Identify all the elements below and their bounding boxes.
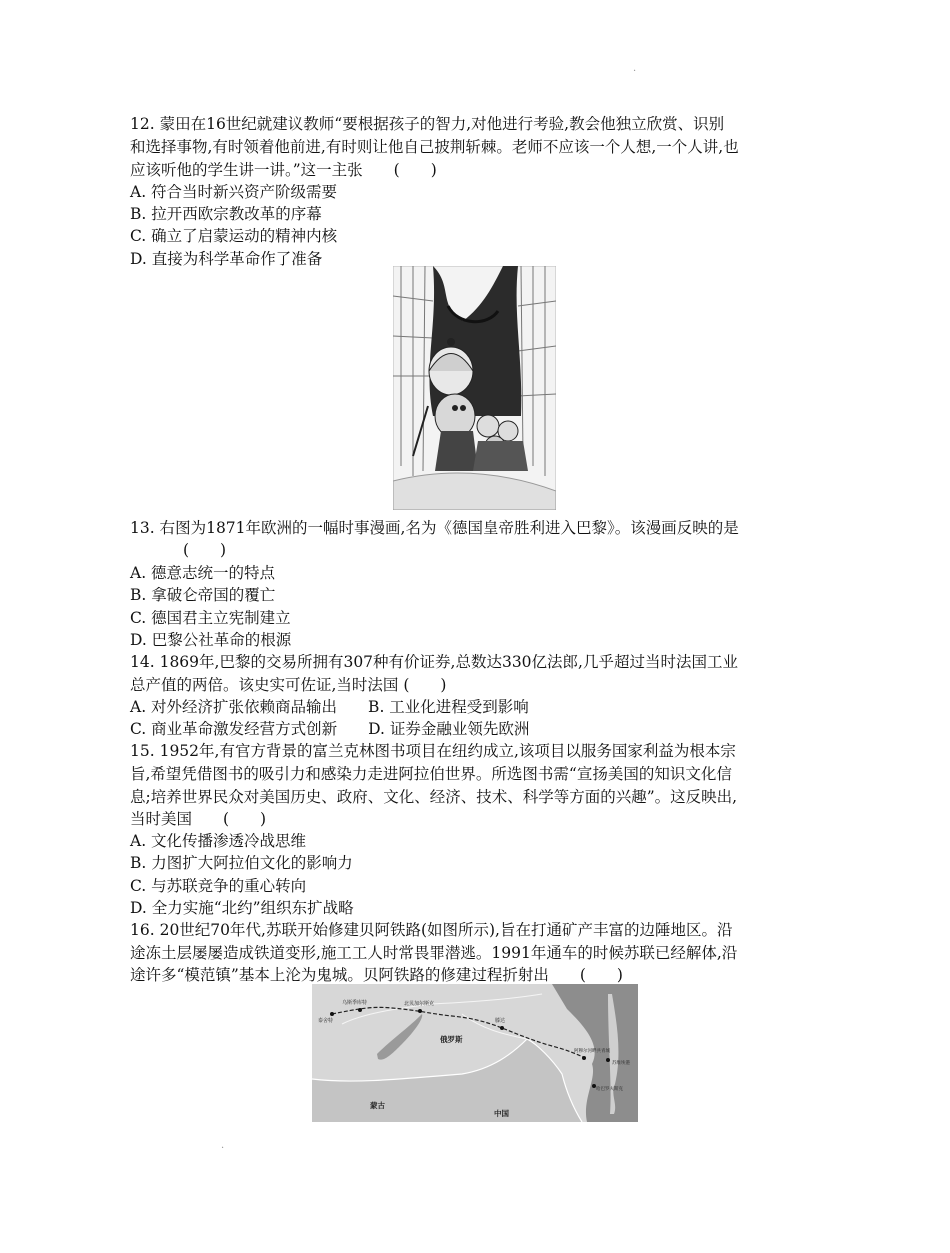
q13-option-c: C. 德国君主立宪制建立	[130, 609, 291, 627]
q15-option-b: B. 力图扩大阿拉伯文化的影响力	[130, 854, 353, 872]
map-label-ust-kut: 乌斯季库特	[342, 1000, 368, 1006]
page-mark-bottom: ·	[221, 1143, 225, 1154]
map-label-tynda: 滕达	[495, 1018, 506, 1024]
q13-option-a: A. 德意志统一的特点	[130, 564, 276, 582]
q14-options-row2: C. 商业革命激发经营方式创新 D. 证券金融业领先欧洲	[130, 720, 530, 738]
q12-option-b: B. 拉开西欧宗教改革的序幕	[130, 205, 322, 223]
q15-option-c: C. 与苏联竞争的重心转向	[130, 877, 307, 895]
map-label-russia: 俄罗斯	[440, 1035, 463, 1044]
q12-stem-line2: 和选择事物,有时领着他前进,有时则让他自己披荆斩棘。老师不应该一个人想,一个人讲,也	[130, 138, 739, 156]
q12-stem-line3: 应该听他的学生讲一讲。”这一主张 ( )	[130, 161, 437, 179]
q14-stem-line2: 总产值的两倍。该史实可佐证,当时法国 ( )	[130, 676, 447, 694]
q12-option-a: A. 符合当时新兴资产阶级需要	[130, 183, 338, 201]
cartoon-illustration	[393, 266, 556, 510]
q14-stem-line1: 14. 1869年,巴黎的交易所拥有307种有价证券,总数达330亿法郎,几乎超过当时法国工业	[130, 653, 738, 671]
q15-stem-line2: 旨,希望凭借图书的吸引力和感染力走进阿拉伯世界。所选图书需“宣扬美国的知识文化信	[130, 765, 732, 783]
map-label-china: 中国	[494, 1109, 509, 1118]
q15-option-d: D. 全力实施“北约”组织东扩战略	[130, 899, 354, 917]
map-label-sovetskaya-gavan: 苏维埃港	[612, 1061, 630, 1066]
q15-stem-line4: 当时美国 ( )	[130, 810, 267, 828]
map-label-taishet: 泰舍特	[318, 1018, 334, 1024]
q13-option-b: B. 拿破仑帝国的覆亡	[130, 586, 276, 604]
q16-stem-line3: 途许多“模范镇”基本上沦为鬼城。贝阿铁路的修建过程折射出 ( )	[130, 966, 623, 984]
q13-stem-line2: ( )	[183, 541, 227, 559]
q12-option-c: C. 确立了启蒙运动的精神内核	[130, 227, 338, 245]
baikal-amur-railway-map	[312, 984, 638, 1122]
q13-stem-line1: 13. 右图为1871年欧洲的一幅时事漫画,名为《德国皇帝胜利进入巴黎》。该漫画反映的是	[130, 519, 739, 537]
q14-options-row1: A. 对外经济扩张依赖商品输出 B. 工业化进程受到影响	[130, 698, 529, 716]
q16-stem-line2: 途冻土层屡屡造成铁道变形,施工工人时常畏罪潜逃。1991年通车的时候苏联已经解体,沿	[130, 944, 738, 962]
map-label-severobaykalsk: 北贝加尔斯克	[404, 1001, 435, 1007]
q13-option-d: D. 巴黎公社革命的根源	[130, 631, 292, 649]
map-label-komsomolsk: 阿穆尔河畔共青城	[574, 1049, 610, 1054]
q12-option-d: D. 直接为科学革命作了准备	[130, 250, 323, 268]
map-label-khabarovsk: 哈巴罗夫斯克	[596, 1087, 623, 1092]
q15-option-a: A. 文化传播渗透冷战思维	[130, 832, 307, 850]
page-mark: ·	[633, 66, 637, 77]
q16-stem-line1: 16. 20世纪70年代,苏联开始修建贝阿铁路(如图所示),旨在打通矿产丰富的边陲地区。沿	[130, 921, 733, 939]
q15-stem-line3: 息;培养世界民众对美国历史、政府、文化、经济、技术、科学等方面的兴趣”。这反映出,	[130, 788, 738, 806]
q15-stem-line1: 15. 1952年,有官方背景的富兰克林图书项目在纽约成立,该项目以服务国家利益为根本宗	[130, 742, 736, 760]
q12-stem-line1: 12. 蒙田在16世纪就建议教师“要根据孩子的智力,对他进行考验,教会他独立欣赏、识别	[130, 115, 725, 133]
map-label-mongolia: 蒙古	[370, 1101, 385, 1110]
